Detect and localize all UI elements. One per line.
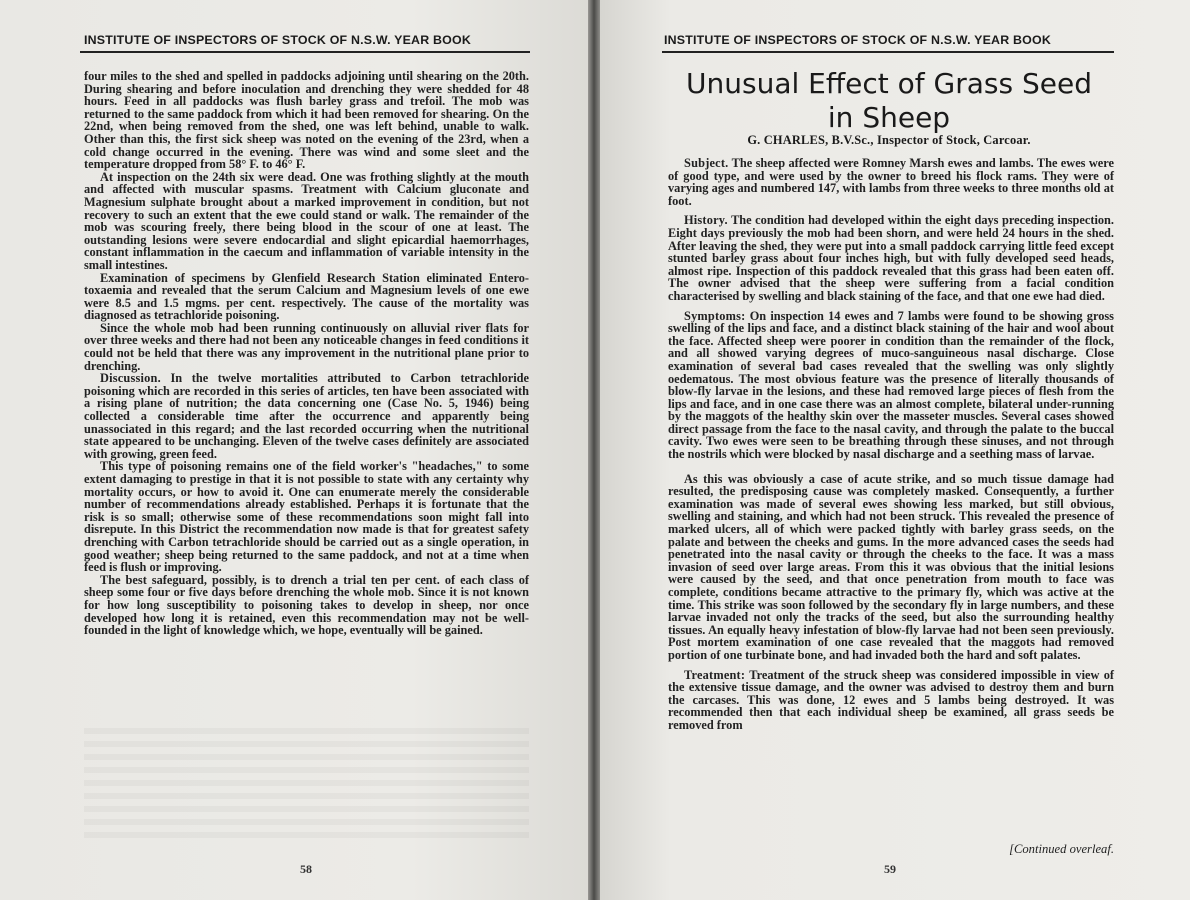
left-page [0,0,588,900]
running-head-left: INSTITUTE OF INSPECTORS OF STOCK OF N.S.W. YEAR BOOK [84,33,471,47]
header-rule-left [80,51,530,53]
paragraph-subject: Subject. The sheep affected were Romney Marsh ewes and lambs. The ewes were of good type, and were used by the owner to breed his flock rams. They were of varying ages and numbered 147, with lambs from three weeks to three months old at foot. [668,156,1114,208]
paragraph: Since the whole mob had been running continuously on alluvial river flats for over three weeks and there had not been any noticeable changes in feed conditions it could not be held that there was any improvement in the nutritional plane prior to drenching. [84,320,529,373]
paragraph: At inspection on the 24th six were dead. One was frothing slightly at the mouth and affected with muscular spasms. Treatment with Calcium gluconate and Magnesium sulphate brought about a marked improvement in condition, but not recovery to such an extent that the ewe could stand or walk. The remainder of the mob was scouring freely, there being blood in the scour of one at least. The outstanding lesions were severe endocardial and slight epicardial haemorrhages, constant inflammation in the caecum and inflammation of variable intensity in the small intestines. [84,169,529,272]
book-gutter [588,0,600,900]
right-text-column [668,157,1114,732]
paragraph: Examination of specimens by Glenfield Research Station eliminated Entero-toxaemia and revealed that the serum Calcium and Magnesium levels of one ewe were 8.5 and 1.5 mgms. per cent. respectively. The cause of the mortality was diagnosed as tetrachloride poisoning. [84,270,529,323]
title-line-2: in Sheep [827,101,951,134]
title-line-1: Unusual Effect of Grass Seed [686,67,1092,100]
paragraph: four miles to the shed and spelled in paddocks adjoining until shearing on the 20th. During shearing and before inoculation and drenching they were shedded for 48 hours. Feed in all paddocks was flush barley grass and trefoil. The mob was returned to the same paddock from which it had been removed for shearing. On the 22nd, when being removed from the shed, one was left behind, unable to walk. Other than this, the first sick sheep was noted on the evening of the 23rd, when a cold change occurred in the evening. There was wind and some sleet and the temperature dropped from 58° F. to 46° F. [84,69,529,172]
paragraph: This type of poisoning remains one of the field worker's "headaches," to some extent damaging to prestige in that it is not possible to state with any certainty why mortality occurs, or how to avoid it. One can enumerate merely the considerable number of recommendations already established. Perhaps it is fortunate that the risk is so small; otherwise some of these recommendations soon might fall into disrepute. In this District the recommendation now made is that for greatest safety drenching with Carbon tetrachloride should be carried out as a single operation, in good weather; sheep being returned to the same paddock, and not at a time when feed is flush or improving. [84,459,529,575]
paragraph: As this was obviously a case of acute strike, and so much tissue damage had resulted, the predisposing cause was completely masked. Consequently, a further examination was made of several ewes showing less marked, but still obvious, swelling and staining, and which had not been struck. This revealed the presence of marked ulcers, all of which were packed tightly with barley grass seeds, on the palate and between the cheeks and gums. In the more advanced cases the seeds had penetrated into the nasal cavity or through the cheeks to the face. It was a mass invasion of seed over large areas. From this it was obvious that the initial lesions were caused by the seed, and that once penetration from mouth to face was complete, conditions became attractive to the primary fly, which was active at the time. This strike was soon followed by the secondary fly in large numbers, and these larvae invaded not only the tracks of the seed, but also the surrounding healthy tissues. An equally heavy infestation of blow-fly larvae had not been seen previously. Post mortem examination of one case revealed that the maggots had removed portion of one turbinate bone, and had invaded both the hard and soft palates. [668,471,1114,662]
right-page [600,0,1190,900]
paragraph-treatment: Treatment: Treatment of the struck sheep was considered impossible in view of the extensive tissue damage, and the owner was advised to destroy them and burn the carcases. This was done, 12 ewes and 5 lambs being destroyed. It was recommended then that each individual sheep be examined, all grass seeds be removed from [668,667,1114,732]
show-through [84,728,529,838]
paragraph-symptoms: Symptoms: On inspection 14 ewes and 7 lambs were found to be showing gross swelling of the lips and face, and a distinct black staining of the hair and wool about the face. Affected sheep were poorer in condition than the remainder of the flock, and all showed varying degrees of muco-sanguineous nasal discharge. Close examination of several bad cases revealed that the swelling was only slightly oedematous. The most obvious feature was the presence of literally thousands of blow-fly larvae in the lesions, and these had removed large pieces of flesh from the lips and face, and in one case there was an almost complete, bilateral under-running by the maggots of the healthy skin over the masseter muscles. Several cases showed direct passage from the face to the nasal cavity, and through the palate to the buccal cavity. Two ewes were seen to be breathing through these sinuses, and not through the nostrils which were blocked by nasal discharge and a seething mass of larvae. [668,308,1114,462]
running-head-right: INSTITUTE OF INSPECTORS OF STOCK OF N.S.W. YEAR BOOK [664,33,1051,47]
paragraph: The best safeguard, possibly, is to drench a trial ten per cent. of each class of sheep some four or five days before drenching the whole mob. Since it is not known for how long susceptibility to poisoning takes to develop in sheep, nor once developed how long it is retained, even this recommendation may not be well-founded in the light of knowledge which, we hope, eventually will be gained. [84,572,529,638]
paragraph-discussion: Discussion. In the twelve mortalities attributed to Carbon tetrachloride poisoning which are recorded in this series of articles, ten have been associated with a rising plane of nutrition; the data concerning one (Case No. 5, 1946) being collected a considerable time after the occurrence and apparently being unassociated in this regard; and the last recorded occurring when the nutritional state appeared to be unchanging. Eleven of the twelve cases definitely are associated with growing, green feed. [84,371,529,461]
continued-note: [Continued overleaf. [1009,842,1114,856]
page-number-right: 59 [884,862,896,876]
paragraph-history: History. The condition had developed within the eight days preceding inspection. Eight days previously the mob had been shorn, and were held 24 hours in the shed. After leaving the shed, they were put into a small paddock carrying little feed except stunted barley grass about four inches high, but with fully developed seed heads, almost ripe. Inspection of this paddock revealed that this grass had been eaten off. The owner advised that the sheep were suffering from a facial condition characterised by swelling and black staining of the face, and that one ewe had died. [668,213,1114,303]
byline: G. CHARLES, B.V.Sc., Inspector of Stock, Carcoar. [747,133,1031,147]
article-title [664,67,1114,135]
header-rule-right [662,51,1114,53]
page-number-left: 58 [300,862,312,876]
left-text-column [84,70,529,637]
